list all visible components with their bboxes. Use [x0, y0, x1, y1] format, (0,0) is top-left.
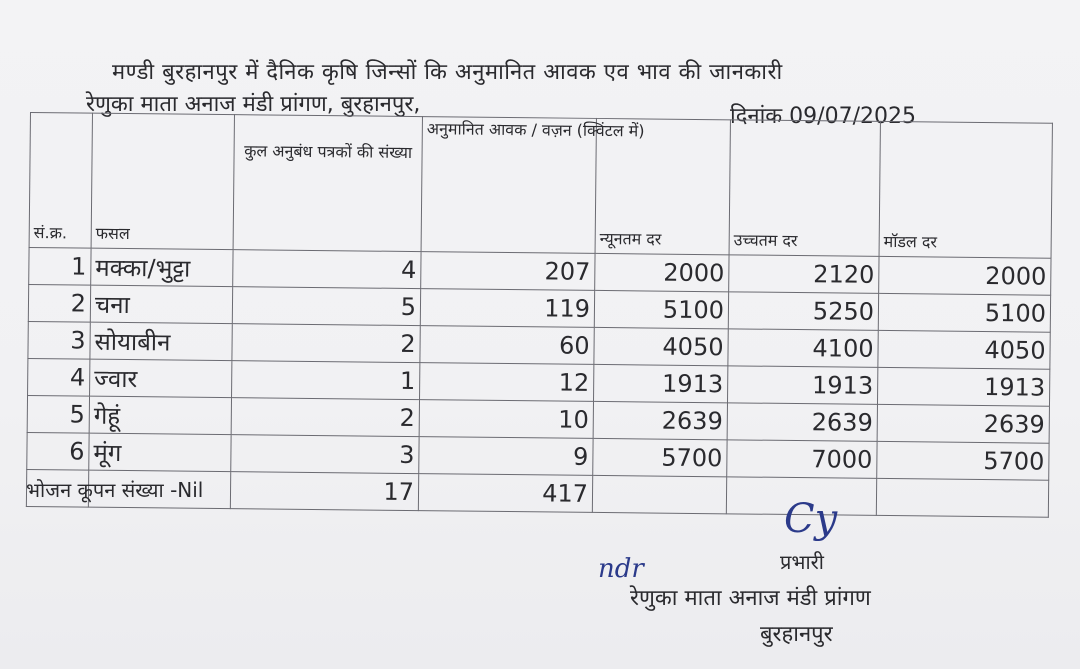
cell-max-rate: 1913	[727, 366, 877, 405]
cell-crop: चना	[90, 285, 232, 323]
cell-empty	[876, 478, 1048, 517]
signature-small: ndr	[598, 554, 644, 584]
cell-crop: गेहूं	[89, 396, 231, 434]
cell-modal-rate: 5700	[877, 441, 1049, 480]
office-city: बुरहानपुर	[760, 622, 833, 647]
cell-crop: सोयाबीन	[90, 322, 232, 360]
cell-arrival: 12	[420, 363, 594, 402]
cell-arrival: 9	[419, 437, 593, 476]
cell-max-rate: 2120	[729, 255, 879, 294]
col-header-crop: फसल	[91, 113, 234, 249]
cell-max-rate: 5250	[728, 292, 878, 331]
table-header-row	[29, 113, 1052, 259]
cell-crop: मक्का/भुट्टा	[91, 248, 233, 286]
cell-contracts: 5	[232, 287, 420, 326]
cell-contracts: 1	[232, 361, 420, 400]
cell-min-rate: 1913	[594, 364, 728, 402]
cell-min-rate: 5100	[594, 290, 728, 328]
cell-max-rate: 7000	[727, 440, 877, 479]
cell-contracts: 4	[233, 250, 421, 289]
total-arrival: 417	[418, 474, 592, 513]
cell-min-rate: 2639	[593, 401, 727, 439]
cell-serial: 6	[27, 432, 89, 470]
col-header-modal-rate: मॉडल दर	[879, 121, 1052, 258]
cell-serial: 3	[28, 321, 90, 359]
office-name: रेणुका माता अनाज मंडी प्रांगण	[630, 586, 871, 611]
coupon-note: भोजन कूपन संख्या -Nil	[26, 478, 204, 502]
document-title: मण्डी बुरहानपुर में दैनिक कृषि जिन्सों कि अनुमानित आवक एव भाव की जानकारी	[112, 60, 783, 85]
cell-contracts: 2	[231, 398, 419, 437]
col-header-min-rate: न्यूनतम दर	[595, 118, 730, 254]
cell-modal-rate: 2000	[879, 256, 1051, 295]
cell-serial: 5	[27, 395, 89, 433]
col-header-max-rate: उच्चतम दर	[729, 120, 880, 257]
col-header-arrival: अनुमानित आवक / वज़न (क्विंटल में)	[421, 117, 596, 254]
cell-contracts: 2	[232, 324, 420, 363]
cell-modal-rate: 1913	[877, 367, 1049, 406]
cell-contracts: 3	[231, 435, 419, 474]
cell-empty	[592, 475, 726, 513]
signature-main: Cy	[784, 496, 838, 542]
cell-serial: 4	[28, 358, 90, 396]
cell-max-rate: 4100	[728, 329, 878, 368]
price-table	[26, 112, 1053, 518]
cell-min-rate: 5700	[593, 438, 727, 476]
cell-arrival: 60	[420, 326, 594, 365]
cell-modal-rate: 5100	[878, 293, 1050, 332]
cell-arrival: 10	[419, 400, 593, 439]
cell-arrival: 119	[420, 289, 594, 328]
cell-arrival: 207	[421, 252, 595, 291]
cell-serial: 1	[29, 247, 91, 285]
report-date: दिनांक 09/07/2025	[730, 104, 916, 129]
total-contracts: 17	[230, 472, 418, 511]
cell-crop: ज्वार	[90, 359, 232, 397]
col-header-serial: सं.क्र.	[29, 113, 92, 249]
cell-modal-rate: 2639	[877, 404, 1049, 443]
cell-crop: मूंग	[89, 433, 231, 471]
cell-max-rate: 2639	[727, 403, 877, 442]
incharge-label: प्रभारी	[780, 550, 824, 574]
col-header-contracts: कुल अनुबंध पत्रकों की संख्या	[233, 115, 422, 252]
market-name: रेणुका माता अनाज मंडी प्रांगण, बुरहानपुर,	[86, 92, 421, 117]
cell-min-rate: 2000	[595, 253, 729, 291]
cell-serial: 2	[28, 284, 90, 322]
cell-modal-rate: 4050	[878, 330, 1050, 369]
cell-min-rate: 4050	[594, 327, 728, 365]
